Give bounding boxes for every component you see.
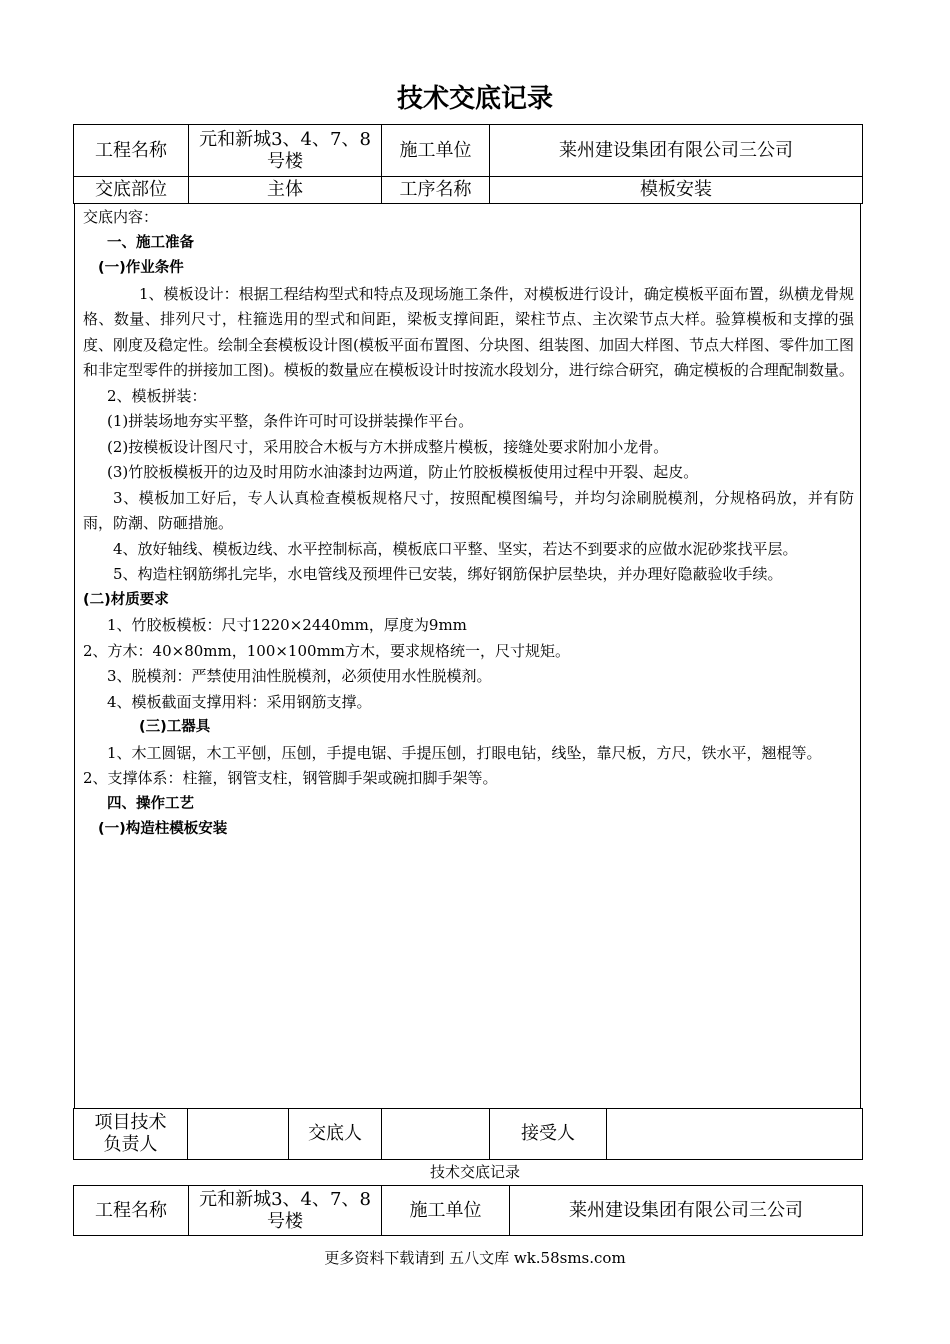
- paragraph: 2、模板拼装：: [107, 386, 207, 405]
- paragraph: 3、脱模剂：严禁使用油性脱模剂，必须使用水性脱模剂。: [107, 667, 492, 685]
- paragraph: 4、放好轴线、模板边线、水平控制标高，模板底口平整、坚实，若达不到要求的应做水泥砂浆找平层。: [113, 539, 798, 558]
- contractor: 莱州建设集团有限公司三公司: [490, 125, 863, 177]
- subsection-heading: (一)作业条件: [98, 260, 184, 276]
- process-label: 工序名称: [382, 177, 490, 204]
- content-intro: 交底内容：: [83, 208, 159, 226]
- tech-lead-value: [188, 1109, 289, 1160]
- subsection-heading: (三)工器具: [139, 719, 211, 735]
- paragraph: 3、模板加工好后，专人认真检查模板规格尺寸，按照配模图编号，并均匀涂刷脱模剂，分规格码放，并有防雨，防潮、防砸措施。: [83, 488, 854, 532]
- paragraph: 2、支撑体系：柱箍，钢管支柱，钢管脚手架或碗扣脚手架等。: [83, 769, 498, 787]
- contractor: 莱州建设集团有限公司三公司: [510, 1186, 863, 1236]
- content-box: [74, 203, 861, 1108]
- paragraph: 1、模板设计：根据工程结构型式和特点及现场施工条件，对模板进行设计，确定模板平面布置，纵横龙骨规格、数量、排列尺寸，柱箍选用的型式和间距，梁板支撑间距，梁柱节点、主次梁节点大样。验算模板和支撑的强度、刚度及稳定性。绘制全套模板设计图(模板平面布置图、分块图、组装图、加固大样图、节点大样图、零件加工图和非定型零件的拼接加工图)。模板的数量应在模板设计时按流水段划分，进行综合研究，确定模板的合理配制数量。: [83, 284, 854, 379]
- repeat-header-table: [73, 1185, 863, 1236]
- tech-lead-label: 项目技术负责人: [74, 1109, 188, 1160]
- paragraph: 1、木工圆锯，木工平刨，压刨，手提电锯、手提压刨，打眼电钻，线坠，靠尺板，方尺，铁水平，翘棍等。: [107, 743, 822, 762]
- section-heading: 一、施工准备: [107, 234, 194, 251]
- process: 模板安装: [490, 177, 863, 204]
- location: 主体: [189, 177, 382, 204]
- footer-note: 更多资料下载请到 五八文库 wk.58sms.com: [324, 1249, 626, 1267]
- location-label: 交底部位: [74, 177, 189, 204]
- paragraph: (1)拼装场地夯实平整，条件许可时可设拼装操作平台。: [107, 412, 474, 430]
- paragraph: (2)按模板设计图尺寸，采用胶合木板与方木拼成整片模板，接缝处要求附加小龙骨。: [107, 437, 669, 456]
- signature-table: [73, 1108, 863, 1160]
- presenter-value: [382, 1109, 490, 1160]
- receiver-value: [607, 1109, 863, 1160]
- presenter-label: 交底人: [289, 1109, 382, 1160]
- paragraph: 5、构造柱钢筋绑扎完毕，水电管线及预埋件已安装，绑好钢筋保护层垫块，并办理好隐蔽验收手续。: [113, 565, 783, 583]
- paragraph: 4、模板截面支撑用料：采用钢筋支撑。: [107, 692, 372, 711]
- project-name: 元和新城3、4、7、8号楼: [189, 1186, 382, 1236]
- project-name-label: 工程名称: [74, 1186, 189, 1236]
- subsection-heading: (二)材质要求: [83, 591, 169, 608]
- receiver-label: 接受人: [490, 1109, 607, 1160]
- paragraph: (3)竹胶板模板开的边及时用防水油漆封边两道，防止竹胶板模板使用过程中开裂、起皮。: [107, 463, 699, 481]
- contractor-label: 施工单位: [382, 125, 490, 177]
- paragraph: 2、方木：40×80mm，100×100mm方木，要求规格统一，尺寸规矩。: [83, 641, 571, 660]
- project-name-label: 工程名称: [74, 125, 189, 177]
- header-table: [73, 124, 863, 204]
- document-title: 技术交底记录: [396, 84, 553, 114]
- section-heading: 四、操作工艺: [107, 795, 194, 812]
- repeat-title: 技术交底记录: [429, 1163, 520, 1181]
- subsection-heading: (一)构造柱模板安装: [98, 821, 228, 837]
- project-name: 元和新城3、4、7、8号楼: [189, 125, 382, 177]
- contractor-label: 施工单位: [382, 1186, 510, 1236]
- paragraph: 1、竹胶板模板：尺寸1220×2440mm，厚度为9mm: [107, 616, 467, 634]
